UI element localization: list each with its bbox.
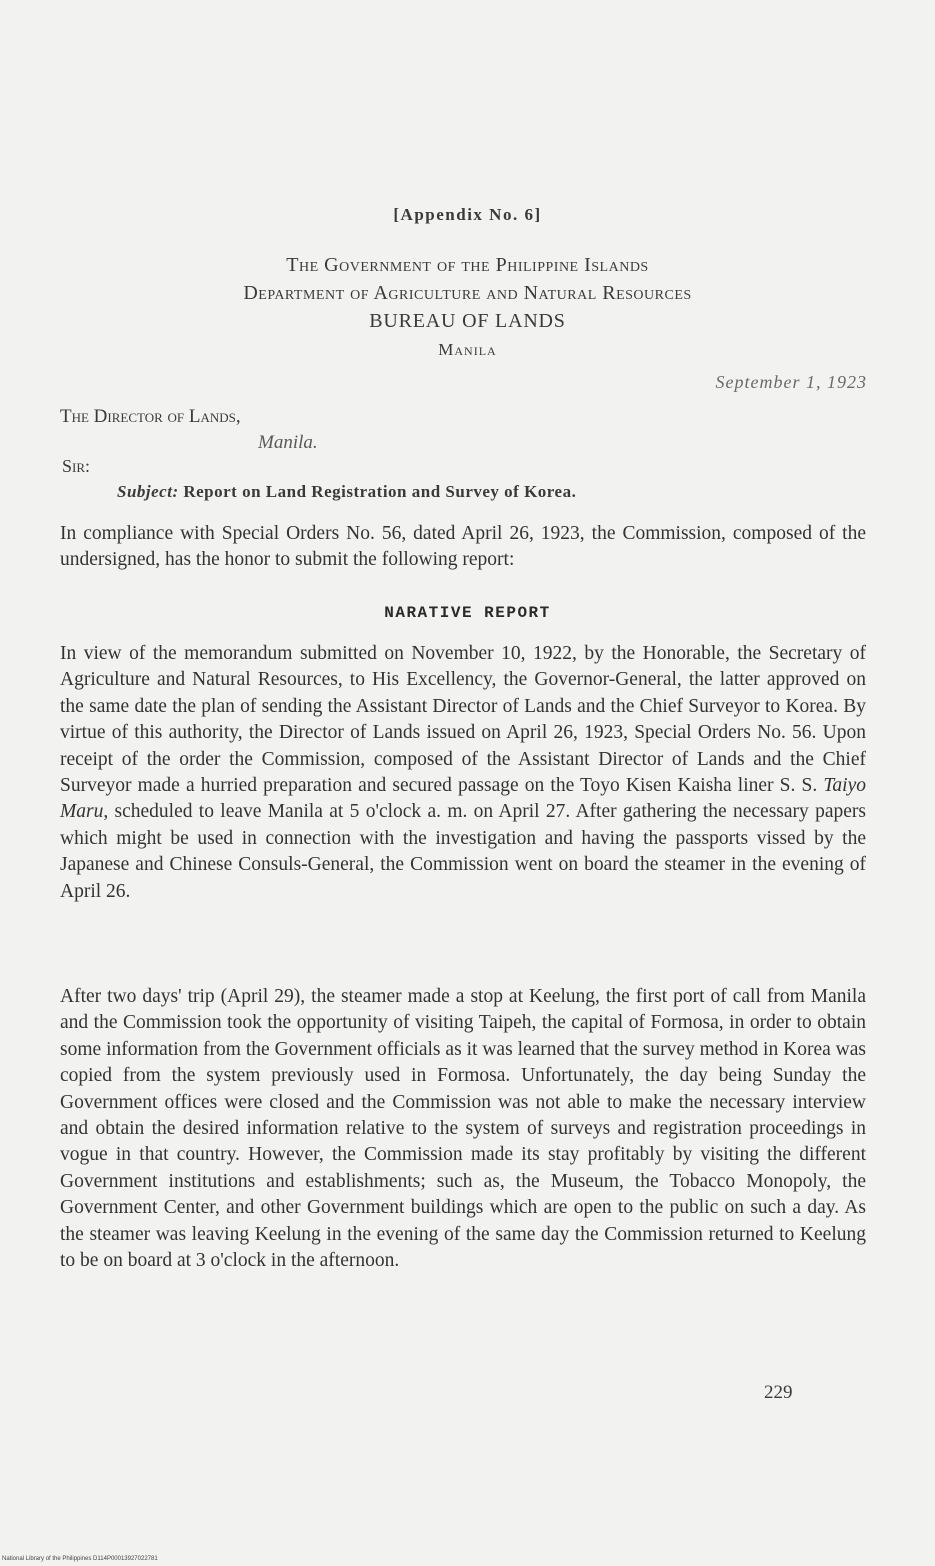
section-title: NARATIVE REPORT xyxy=(384,604,551,622)
paragraph-narrative-2: After two days' trip (April 29), the steamer made a stop at Keelung, the first port of call from Manila and the Commission took the opportunity of visiting Taipeh, the capital of Formosa, in order to obtain some information from the Government officials as it was learned that the survey method in Korea was copied from the system previously used in Formosa. Unfortunately, the day being Sunday the Government offices were closed and the Commission was not able to make the necessary interview and obtain the desired information relative to the system of surveys and registration proceedings in vogue in that country. However, the Commission made its stay profitably by visiting the different Government institutions and establishments; such as, the Museum, the Tobacco Monopoly, the Government Center, and other Government buildings which are open to the public on such a day. As the steamer was leaving Keelung in the evening of the same day the Commission returned to Keelung to be on board at 3 o'clock in the afternoon. xyxy=(60,986,866,1272)
subject-text: Report on Land Registration and Survey of Korea. xyxy=(183,482,577,501)
paragraph-intro xyxy=(60,521,866,574)
paragraph-narrative-1-part-a: In view of the memorandum submitted on November 10, 1922, by the Honorable, the Secretary of Agriculture and Natural Resources, to His Excellency, the Governor-General, the latter approved on the same date the plan of sending the Assistant Director of Lands and the Chief Surveyor to Korea. By virtue of this authority, the Director of Lands issued on April 26, 1923, Special Orders No. 56. Upon receipt of the order the Commission, composed of the Assistant Director of Lands and the Chief Surveyor made a hurried preparation and secured passage on the Toyo Kisen Kaisha liner S. S. xyxy=(60,643,866,797)
addressee-name: The Director of Lands, xyxy=(60,406,241,427)
government-heading: The Government of the Philippine Islands xyxy=(286,254,649,276)
appendix-label: [Appendix No. 6] xyxy=(393,205,542,224)
subject-line xyxy=(117,482,576,502)
paragraph-narrative-1-part-b: , scheduled to leave Manila at 5 o'clock a. m. on April 27. After gathering the necessary papers which might be used in connection with the investigation and having the passports vissed by the Japanese and Chinese Consuls-General, the Commission went on board the steamer in the evening of April 26. xyxy=(60,801,866,902)
ship-name: Taiyo Maru xyxy=(60,775,866,823)
city-heading: Manila xyxy=(438,340,497,359)
bureau-heading: BUREAU OF LANDS xyxy=(369,310,566,332)
salutation: Sir: xyxy=(62,456,91,476)
addressee-city: Manila. xyxy=(258,432,318,453)
footer-credit: National Library of the Philippines D114P00013927022781 xyxy=(2,1556,158,1562)
subject-label: Subject: xyxy=(117,482,179,501)
paragraph-intro-text: In compliance with Special Orders No. 56, dated April 26, 1923, the Commission, composed of the undersigned, has the honor to submit the following report: xyxy=(60,523,866,571)
page-number: 229 xyxy=(764,1382,793,1403)
letter-date: September 1, 1923 xyxy=(715,372,867,392)
paragraph-narrative-1 xyxy=(60,641,866,905)
department-heading: Department of Agriculture and Natural Resources xyxy=(243,282,692,304)
